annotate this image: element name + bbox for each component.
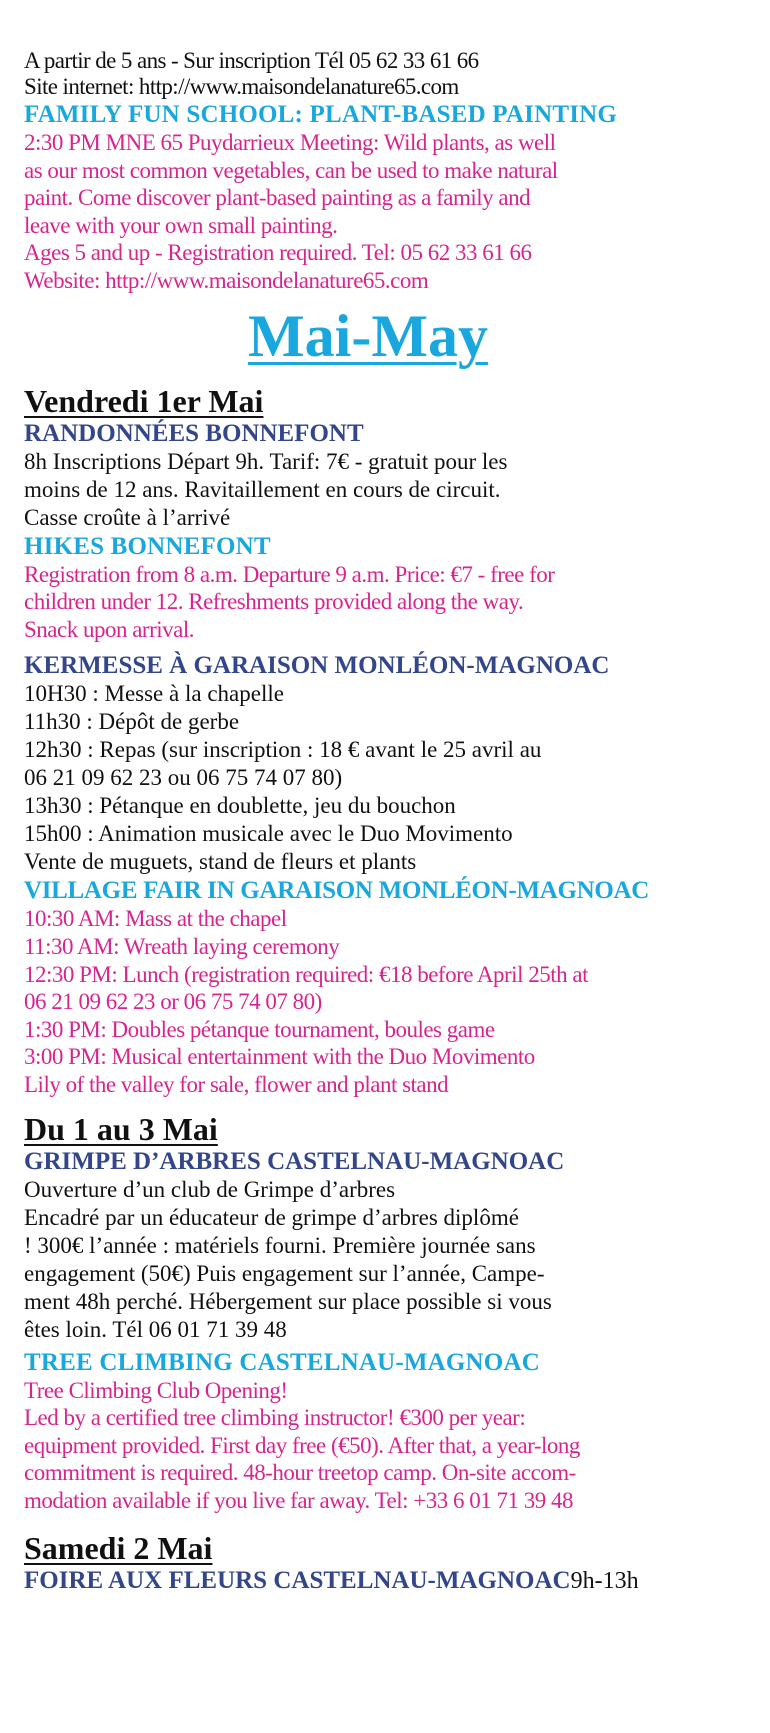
- day-heading: Du 1 au 3 Mai: [24, 1110, 218, 1147]
- event-text-en: Snack upon arrival.: [24, 616, 194, 642]
- event-text-fr: êtes loin. Tél 06 01 71 39 48: [24, 1316, 287, 1342]
- event-title-en: HIKES BONNEFONT: [24, 532, 271, 560]
- intro-fr: [24, 48, 760, 100]
- event-text-fr: ment 48h perché. Hébergement sur place possible si vous: [24, 1288, 552, 1314]
- event-text-en: Lily of the valley for sale, flower and plant stand: [24, 1071, 449, 1097]
- event-text-en: 12:30 PM: Lunch (registration required: €18 before April 25th at: [24, 961, 588, 987]
- intro-en-line: Ages 5 and up - Registration required. Tel: 05 62 33 61 66: [24, 240, 532, 266]
- event-text-fr: moins de 12 ans. Ravitaillement en cours de circuit.: [24, 476, 501, 502]
- event-text-en: Tree Climbing Club Opening!: [24, 1377, 288, 1403]
- intro-fr-line: Site internet: http://www.maisondelanature65.com: [24, 74, 459, 99]
- intro-en-line: leave with your own small painting.: [24, 212, 338, 238]
- event-text-en: modation available if you live far away. Tel: +33 6 01 71 39 48: [24, 1487, 573, 1513]
- event-text-fr: Casse croûte à l’arrivé: [24, 504, 231, 530]
- event-text-fr: 10H30 : Messe à la chapelle: [24, 681, 284, 707]
- event-title-fr: RANDONNÉES BONNEFONT: [24, 419, 364, 447]
- event-title-fr: KERMESSE À GARAISON MONLÉON-MAGNOAC: [24, 652, 610, 680]
- event-title-fr: GRIMPE D’ARBRES CASTELNAU-MAGNOAC: [24, 1147, 565, 1175]
- event-text-fr: ! 300€ l’année : matériels fourni. Première journée sans: [24, 1232, 536, 1258]
- event-text-en: 06 21 09 62 23 or 06 75 74 07 80): [24, 989, 322, 1015]
- event-text-en: 11:30 AM: Wreath laying ceremony: [24, 933, 340, 959]
- event-text-fr: 06 21 09 62 23 ou 06 75 74 07 80): [24, 765, 343, 791]
- event-text-en: commitment is required. 48-hour treetop camp. On-site accom-: [24, 1460, 576, 1486]
- event-text-fr: 11h30 : Dépôt de gerbe: [24, 709, 240, 735]
- event-text-fr: 12h30 : Repas (sur inscription : 18 € avant le 25 avril au: [24, 737, 542, 763]
- event-title-text: FOIRE AUX FLEURS CASTELNAU-MAGNOAC: [24, 1567, 571, 1595]
- event-text-en: Led by a certified tree climbing instructor! €300 per year:: [24, 1405, 526, 1431]
- event-text-en: 1:30 PM: Doubles pétanque tournament, boules game: [24, 1016, 495, 1042]
- event-text-fr: Vente de muguets, stand de fleurs et plants: [24, 849, 417, 875]
- intro-en-line: paint. Come discover plant-based painting as a family and: [24, 185, 531, 211]
- event-text-en: 10:30 AM: Mass at the chapel: [24, 906, 287, 932]
- event-time: 9h-13h: [570, 1568, 639, 1595]
- intro-fr-line: A partir de 5 ans - Sur inscription Tél 05 62 33 61 66: [24, 48, 479, 73]
- event-text-fr: Ouverture d’un club de Grimpe d’arbres: [24, 1176, 396, 1202]
- intro-en-line: 2:30 PM MNE 65 Puydarrieux Meeting: Wild plants, as well: [24, 130, 556, 155]
- month-title: Mai-May: [248, 302, 488, 369]
- event-title-fr: [24, 1566, 760, 1596]
- event-text-fr: 8h Inscriptions Départ 9h. Tarif: 7€ - gratuit pour les: [24, 448, 508, 474]
- intro-en-line: as our most common vegetables, can be used to make natural: [24, 157, 558, 183]
- event-text-en: Registration from 8 a.m. Departure 9 a.m. Price: €7 - free for: [24, 561, 555, 587]
- program-page: [24, 48, 760, 1596]
- intro-en-line: Website: http://www.maisondelanature65.com: [24, 267, 429, 293]
- event-text-fr: 15h00 : Animation musicale avec le Duo Movimento: [24, 821, 513, 847]
- day-heading: Vendredi 1er Mai: [24, 382, 264, 419]
- event-text-fr: Encadré par un éducateur de grimpe d’arbres diplômé: [24, 1204, 519, 1230]
- event-text-fr: engagement (50€) Puis engagement sur l’année, Campe-: [24, 1260, 545, 1286]
- intro-en: [24, 129, 760, 295]
- event-text-fr: 13h30 : Pétanque en doublette, jeu du bouchon: [24, 793, 456, 819]
- intro-en-title: FAMILY FUN SCHOOL: PLANT-BASED PAINTING: [24, 101, 618, 128]
- day-heading: Samedi 2 Mai: [24, 1530, 213, 1567]
- event-text-en: 3:00 PM: Musical entertainment with the Duo Movimento: [24, 1044, 535, 1070]
- event-title-en: TREE CLIMBING CASTELNAU-MAGNOAC: [24, 1348, 540, 1376]
- event-text-en: equipment provided. First day free (€50). After that, a year-long: [24, 1432, 580, 1458]
- event-text-en: children under 12. Refreshments provided along the way.: [24, 589, 524, 615]
- event-title-en: VILLAGE FAIR IN GARAISON MONLÉON-MAGNOAC: [24, 877, 650, 905]
